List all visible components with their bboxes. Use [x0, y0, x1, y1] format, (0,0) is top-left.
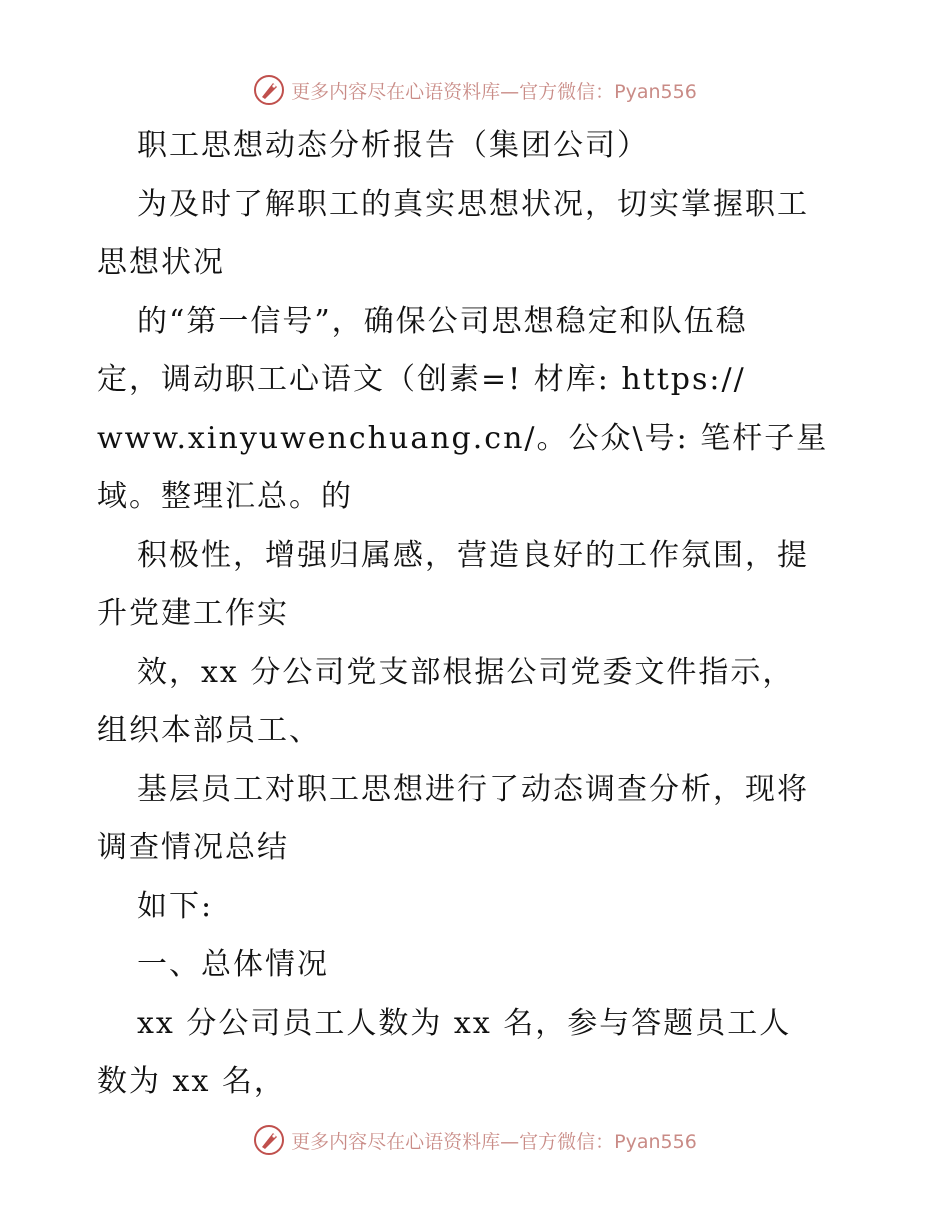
paragraph-line: 如下:	[137, 889, 214, 924]
paragraph-line: 为及时了解职工的真实思想状况，切实掌握职工	[137, 187, 809, 222]
header-watermark-banner	[0, 70, 950, 110]
paragraph-line: 组织本部员工、	[97, 713, 321, 748]
paragraph-line: 基层员工对职工思想进行了动态调查分析，现将	[137, 772, 809, 807]
paragraph-line: xx 分公司员工人数为 xx 名，参与答题员工人	[137, 1006, 792, 1041]
paragraph-line: 效，xx 分公司党支部根据公司党委文件指示，	[137, 655, 795, 690]
paragraph-line: 升党建工作实	[97, 596, 289, 631]
paragraph-line: 域。整理汇总。的	[97, 479, 353, 514]
watermark-text: 更多内容尽在心语资料库—官方微信：Pyan556	[291, 80, 697, 103]
paragraph-line: 数为 xx 名，	[97, 1064, 286, 1099]
paragraph-line: 积极性，增强归属感，营造良好的工作氛围，提	[137, 538, 809, 573]
paragraph-line: 思想状况	[97, 245, 225, 280]
section-heading: 一、总体情况	[137, 947, 329, 982]
pen-nib-logo-icon	[253, 1124, 285, 1156]
paragraph-line: www.xinyuwenchuang.cn/。公众\号: 笔杆子星	[97, 421, 829, 456]
watermark-text: 更多内容尽在心语资料库—官方微信：Pyan556	[291, 1130, 697, 1153]
document-title: 职工思想动态分析报告（集团公司）	[137, 128, 649, 163]
paragraph-line: 的“第一信号”，确保公司思想稳定和队伍稳	[137, 304, 748, 339]
pen-nib-logo-icon	[253, 74, 285, 106]
footer-watermark-banner	[0, 1120, 950, 1160]
paragraph-line: 定，调动职工心语文（创素=! 材库: https://	[97, 362, 746, 397]
paragraph-line: 调查情况总结	[97, 830, 289, 865]
